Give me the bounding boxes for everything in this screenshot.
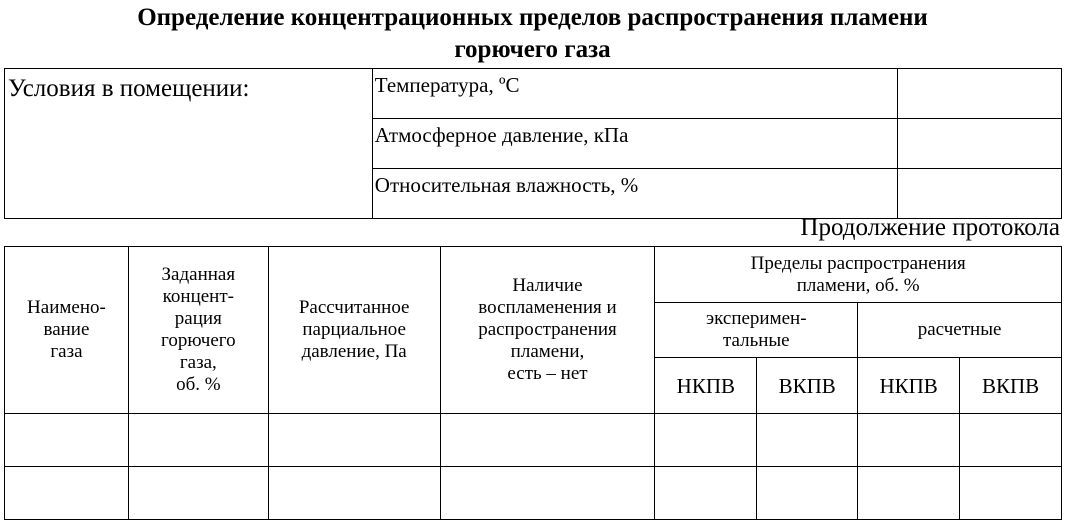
continuation-label: Продолжение протокола	[800, 214, 1060, 241]
conditions-table	[4, 68, 1062, 219]
table-cell[interactable]	[960, 467, 1062, 520]
pressure-label: Атмосферное давление, кПа	[372, 119, 897, 169]
table-cell[interactable]	[440, 467, 655, 520]
header-vkpv-experimental: ВКПВ	[757, 358, 858, 414]
table-row	[5, 467, 1062, 520]
table-cell[interactable]	[858, 414, 960, 467]
header-gas-name: Наимено- вание газа	[5, 247, 129, 414]
table-row	[5, 414, 1062, 467]
title-line-1: Определение концентрационных пределов распространения пламени	[137, 4, 928, 31]
pressure-value[interactable]	[897, 119, 1061, 169]
humidity-value[interactable]	[897, 169, 1061, 219]
header-calculated: расчетные	[858, 303, 1062, 358]
table-cell[interactable]	[128, 467, 268, 520]
title-line-2: горючего газа	[454, 36, 611, 63]
document-title	[0, 2, 1065, 66]
table-cell[interactable]	[960, 414, 1062, 467]
temperature-label: Температура, ºС	[372, 69, 897, 119]
header-set-concentration: Заданная концент- рация горючего газа, об. %	[128, 247, 268, 414]
table-cell[interactable]	[655, 467, 757, 520]
table-cell[interactable]	[757, 414, 858, 467]
header-nkpv-calculated: НКПВ	[858, 358, 960, 414]
header-ignition: Наличие воспламенения и распространения пламени, есть – нет	[440, 247, 655, 414]
temperature-value[interactable]	[897, 69, 1061, 119]
header-experimental: эксперимен- тальные	[655, 303, 858, 358]
header-limits: Пределы распространения пламени, об. %	[655, 247, 1062, 303]
header-vkpv-calculated: ВКПВ	[960, 358, 1062, 414]
table-cell[interactable]	[440, 414, 655, 467]
header-partial-pressure: Рассчитанное парциальное давление, Па	[268, 247, 440, 414]
header-nkpv-experimental: НКПВ	[655, 358, 757, 414]
table-cell[interactable]	[268, 467, 440, 520]
table-cell[interactable]	[655, 414, 757, 467]
table-cell[interactable]	[268, 414, 440, 467]
table-cell[interactable]	[5, 414, 129, 467]
table-cell[interactable]	[757, 467, 858, 520]
table-cell[interactable]	[5, 467, 129, 520]
humidity-label: Относительная влажность, %	[372, 169, 897, 219]
conditions-label: Условия в помещении:	[5, 69, 373, 219]
protocol-table	[4, 246, 1062, 520]
table-cell[interactable]	[858, 467, 960, 520]
table-cell[interactable]	[128, 414, 268, 467]
